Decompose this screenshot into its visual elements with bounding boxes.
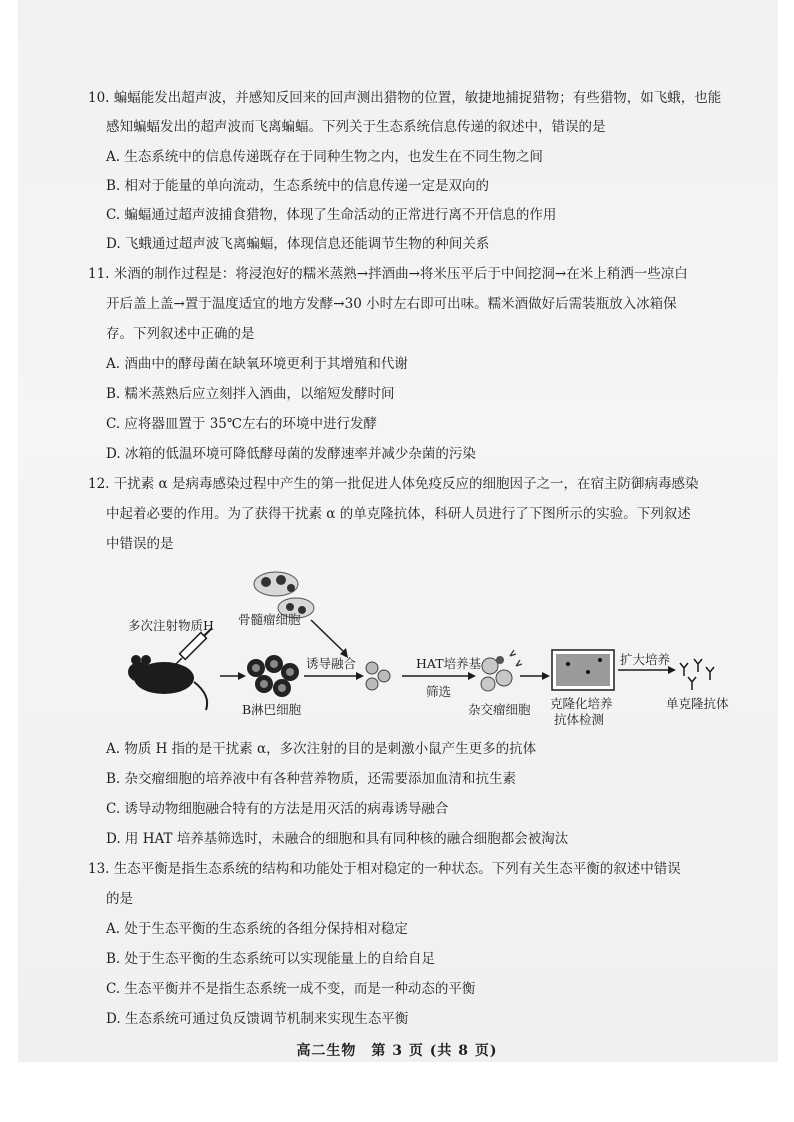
q11-option-c: C. 应将器皿置于 35℃左右的环境中进行发酵 <box>106 416 378 432</box>
q13-option-b: B. 处于生态平衡的生态系统可以实现能量上的自给自足 <box>106 951 436 967</box>
expand-label: 扩大培养 <box>620 652 671 667</box>
q13-stem-line-1: 13. 生态平衡是指生态系统的结构和功能处于相对稳定的一种状态。下列有关生态平衡的叙述中错误 <box>88 861 681 877</box>
monoclonal-antibody-diagram <box>106 560 729 730</box>
q10-stem-line-1: 10. 蝙蝠能发出超声波，并感知反回来的回声测出猎物的位置，敏捷地捕捉猎物；有些猎物，如飞蛾，也能 <box>88 90 722 106</box>
q12-stem-line-1: 12. 干扰素 α 是病毒感染过程中产生的第一批促进人体免疫反应的细胞因子之一，在宿主防御病毒感染 <box>88 476 699 492</box>
q12-stem-line-3: 中错误的是 <box>106 536 174 552</box>
q13-stem-line-2: 的是 <box>106 891 133 907</box>
b-lymphocyte-cells <box>247 655 299 697</box>
arrow-to-hybridoma <box>402 672 476 680</box>
q12-option-d: D. 用 HAT 培养基筛选时，未融合的细胞和具有同种核的融合细胞都会被淘汰 <box>106 831 569 847</box>
clone-culture-plate <box>552 650 614 690</box>
arrow-to-clone-box <box>520 672 550 680</box>
page-footer: 高二生物 第 3 页 (共 8 页) <box>296 1043 498 1059</box>
arrow-to-bcells <box>220 672 246 680</box>
q12-option-a: A. 物质 H 指的是干扰素 α，多次注射的目的是刺激小鼠产生更多的抗体 <box>106 741 537 757</box>
q11-stem-line-1: 11. 米酒的制作过程是：将浸泡好的糯米蒸熟→拌酒曲→将米压平后于中间挖洞→在米上稍洒一些凉白 <box>88 266 688 282</box>
antibody-label: 单克隆抗体 <box>666 696 729 711</box>
q11-option-b: B. 糯米蒸熟后应立刻拌入酒曲，以缩短发酵时间 <box>106 386 395 402</box>
q13-option-c: C. 生态平衡并不是指生态系统一成不变，而是一种动态的平衡 <box>106 981 476 997</box>
arrow-to-fusion <box>304 672 364 680</box>
q10-option-b: B. 相对于能量的单向流动，生态系统中的信息传递一定是双向的 <box>106 178 490 194</box>
hybridoma-cells <box>481 650 522 691</box>
fusion-label: 诱导融合 <box>306 656 357 671</box>
q12-stem-line-2: 中起着必要的作用。为了获得干扰素 α 的单克隆抗体，科研人员进行了下图所示的实验。下列叙述 <box>106 506 691 522</box>
q10-stem-line-2: 感知蝙蝠发出的超声波而飞离蝙蝠。下列关于生态系统信息传递的叙述中，错误的是 <box>106 119 606 135</box>
screen-label: 筛选 <box>426 684 452 699</box>
myeloma-label: 骨髓瘤细胞 <box>238 612 301 627</box>
mouse-icon <box>128 655 207 710</box>
antibody-icon <box>680 659 714 690</box>
q13-option-d: D. 生态系统可通过负反馈调节机制来实现生态平衡 <box>106 1011 409 1027</box>
fused-cells <box>366 662 390 690</box>
hat-label: HAT培养基 <box>416 656 482 671</box>
inject-label: 多次注射物质H <box>128 618 214 633</box>
q10-option-d: D. 飞蛾通过超声波飞离蝙蝠，体现信息还能调节生物的种间关系 <box>106 236 490 252</box>
q11-option-a: A. 酒曲中的酵母菌在缺氧环境更利于其增殖和代谢 <box>106 356 408 372</box>
q11-stem-line-2: 开后盖上盖→置于温度适宜的地方发酵→30 小时左右即可出味。糯米酒做好后需装瓶放入冰箱保 <box>106 296 677 312</box>
syringe-icon <box>172 628 212 668</box>
clone-label-1: 克隆化培养 <box>550 696 613 711</box>
clone-label-2: 抗体检测 <box>554 712 605 727</box>
arrow-myeloma-to-fusion <box>311 620 348 658</box>
q10-option-c: C. 蝙蝠通过超声波捕食猎物，体现了生命活动的正常进行离不开信息的作用 <box>106 207 557 223</box>
q13-option-a: A. 处于生态平衡的生态系统的各组分保持相对稳定 <box>106 921 408 937</box>
q11-option-d: D. 冰箱的低温环境可降低酵母菌的发酵速率并减少杂菌的污染 <box>106 446 476 462</box>
diagram-illustration <box>106 560 726 730</box>
hybridoma-label: 杂交瘤细胞 <box>468 702 531 717</box>
q10-option-a: A. 生态系统中的信息传递既存在于同种生物之内，也发生在不同生物之间 <box>106 149 543 165</box>
q12-option-b: B. 杂交瘤细胞的培养液中有各种营养物质，还需要添加血清和抗生素 <box>106 771 517 787</box>
bcell-label: B淋巴细胞 <box>242 702 302 717</box>
q12-option-c: C. 诱导动物细胞融合特有的方法是用灭活的病毒诱导融合 <box>106 801 449 817</box>
q11-stem-line-3: 存。下列叙述中正确的是 <box>106 326 255 342</box>
